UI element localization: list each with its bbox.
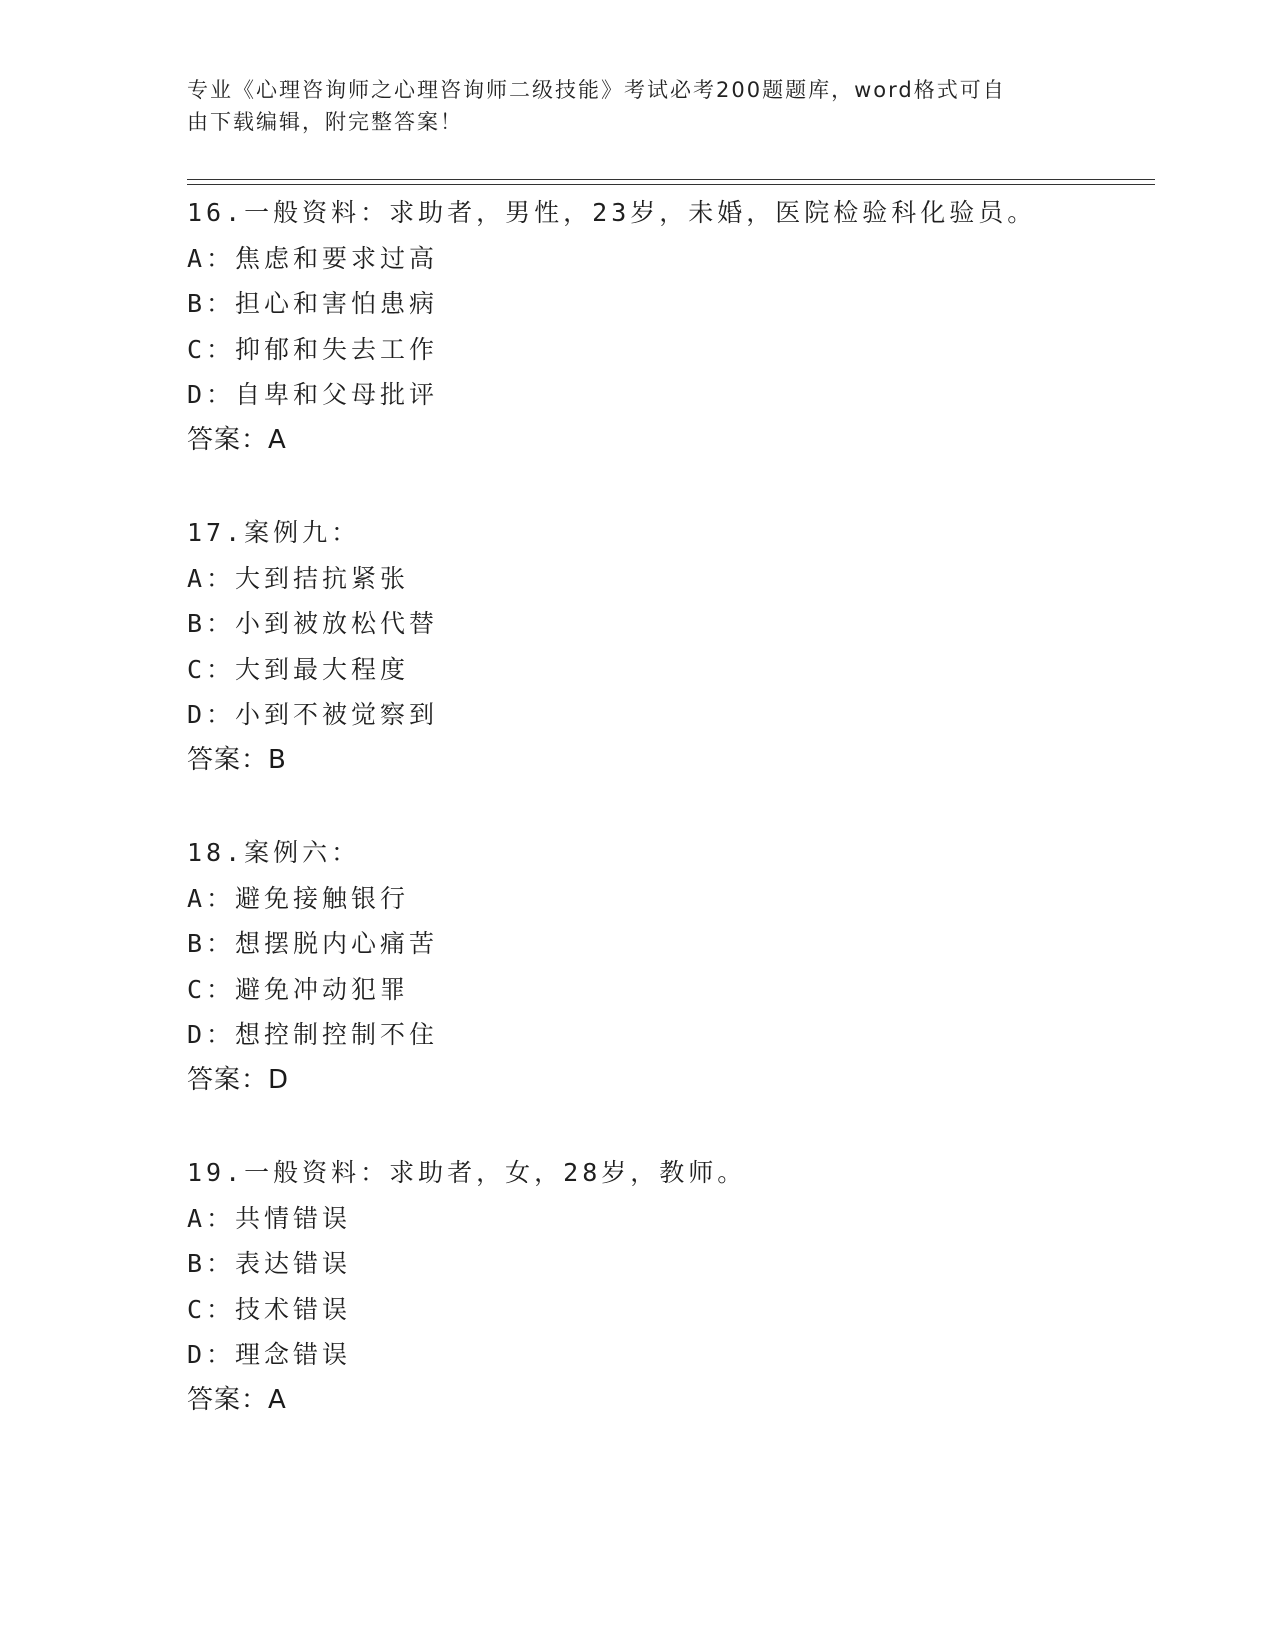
answer-line: 答案：A (187, 1384, 287, 1415)
document-header (187, 74, 1067, 138)
question-stem: 19.一般资料：求助者，女，28岁，教师。 (187, 1158, 747, 1187)
option-c: C：大到最大程度 (187, 654, 410, 684)
answer-line: 答案：D (187, 1064, 290, 1095)
header-title-line-1: 专业《心理咨询师之心理咨询师二级技能》考试必考200题题库，word格式可自 (187, 78, 1006, 102)
option-b: B：小到被放松代替 (187, 609, 439, 638)
question-17 (187, 510, 1147, 830)
question-list (187, 190, 1147, 1470)
option-d: D：自卑和父母批评 (187, 380, 439, 409)
header-divider-bottom (187, 184, 1155, 185)
option-a: A：避免接触银行 (187, 883, 410, 913)
option-d: D：小到不被觉察到 (187, 700, 439, 729)
question-stem: 16.一般资料：求助者，男性，23岁，未婚，医院检验科化验员。 (187, 198, 1037, 227)
answer-line: 答案：B (187, 744, 287, 775)
question-19 (187, 1150, 1147, 1470)
option-d: D：理念错误 (187, 1340, 352, 1369)
option-d: D：想控制控制不住 (187, 1020, 439, 1049)
header-title-line-2: 由下载编辑，附完整答案！ (187, 110, 463, 134)
option-b: B：担心和害怕患病 (187, 289, 439, 318)
question-18 (187, 830, 1147, 1150)
option-a: A：大到拮抗紧张 (187, 563, 410, 593)
question-stem: 17.案例九： (187, 518, 361, 547)
option-b: B：表达错误 (187, 1249, 352, 1278)
option-b: B：想摆脱内心痛苦 (187, 929, 439, 958)
header-divider-top (187, 179, 1155, 180)
question-stem: 18.案例六： (187, 838, 361, 867)
option-c: C：技术错误 (187, 1294, 352, 1324)
question-16 (187, 190, 1147, 510)
option-a: A：共情错误 (187, 1203, 352, 1233)
option-c: C：抑郁和失去工作 (187, 334, 439, 364)
answer-line: 答案：A (187, 424, 287, 455)
option-c: C：避免冲动犯罪 (187, 974, 410, 1004)
option-a: A：焦虑和要求过高 (187, 243, 439, 273)
